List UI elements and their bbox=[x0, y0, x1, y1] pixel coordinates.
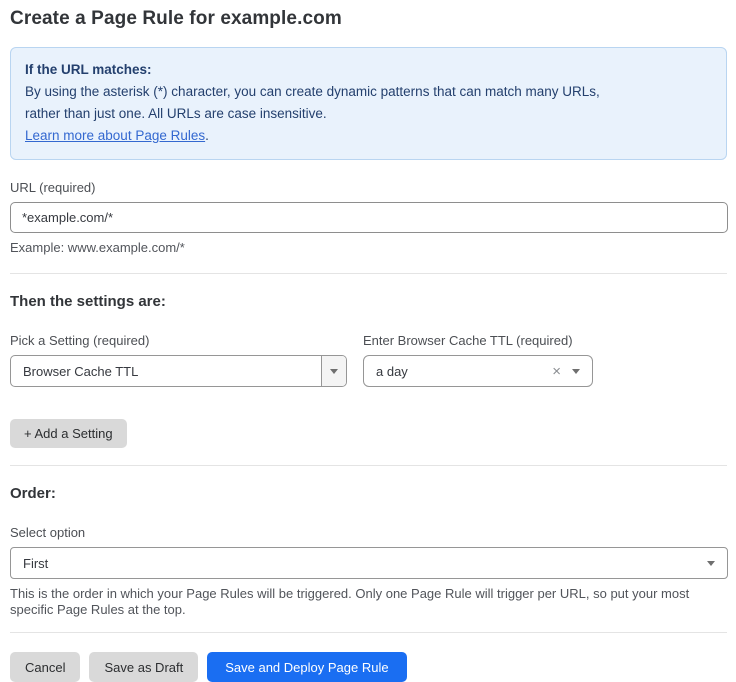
settings-row bbox=[10, 333, 727, 387]
cancel-button[interactable]: Cancel bbox=[10, 652, 80, 682]
add-setting-button[interactable]: + Add a Setting bbox=[10, 419, 127, 448]
url-matches-info-banner bbox=[10, 47, 727, 160]
clear-selection-icon[interactable]: × bbox=[552, 362, 561, 380]
setting-select[interactable] bbox=[10, 355, 347, 387]
info-banner-heading: If the URL matches: bbox=[25, 62, 152, 77]
chevron-down-icon bbox=[572, 369, 580, 374]
ttl-select[interactable] bbox=[363, 355, 593, 387]
info-banner-body-line-2: rather than just one. All URLs are case insensitive. bbox=[25, 106, 327, 121]
page-title: Create a Page Rule for example.com bbox=[10, 8, 342, 29]
chevron-down-icon bbox=[330, 369, 338, 374]
divider bbox=[10, 632, 727, 633]
url-input[interactable] bbox=[10, 202, 728, 233]
order-section-heading: Order: bbox=[10, 485, 56, 502]
divider bbox=[10, 273, 727, 274]
link-period: . bbox=[205, 128, 209, 143]
save-as-draft-button[interactable]: Save as Draft bbox=[89, 652, 198, 682]
footer-actions bbox=[10, 652, 727, 682]
url-label: URL (required) bbox=[10, 180, 96, 195]
setting-select-caret-cell[interactable] bbox=[321, 356, 346, 386]
ttl-picker-label: Enter Browser Cache TTL (required) bbox=[363, 333, 573, 348]
save-and-deploy-button[interactable]: Save and Deploy Page Rule bbox=[207, 652, 406, 682]
setting-select-value: Browser Cache TTL bbox=[23, 363, 139, 379]
url-example-helper: Example: www.example.com/* bbox=[10, 240, 185, 255]
setting-picker-column bbox=[10, 333, 347, 387]
settings-section-heading: Then the settings are: bbox=[10, 293, 166, 310]
order-select-label: Select option bbox=[10, 525, 86, 540]
order-helper-text: This is the order in which your Page Rules will be triggered. Only one Page Rule will trigger per URL, so put your most specific Page Rules at the top. bbox=[10, 586, 690, 617]
setting-picker-label: Pick a Setting (required) bbox=[10, 333, 150, 348]
chevron-down-icon bbox=[707, 561, 715, 566]
order-select-value: First bbox=[23, 555, 49, 571]
learn-more-link[interactable]: Learn more about Page Rules bbox=[25, 128, 206, 143]
ttl-select-value: a day bbox=[376, 363, 408, 379]
ttl-picker-column bbox=[363, 333, 593, 387]
order-select[interactable] bbox=[10, 547, 728, 579]
info-banner-body-line-1: By using the asterisk (*) character, you can create dynamic patterns that can match many URLs, bbox=[25, 84, 600, 99]
divider bbox=[10, 465, 727, 466]
info-banner-link-line bbox=[25, 125, 712, 147]
